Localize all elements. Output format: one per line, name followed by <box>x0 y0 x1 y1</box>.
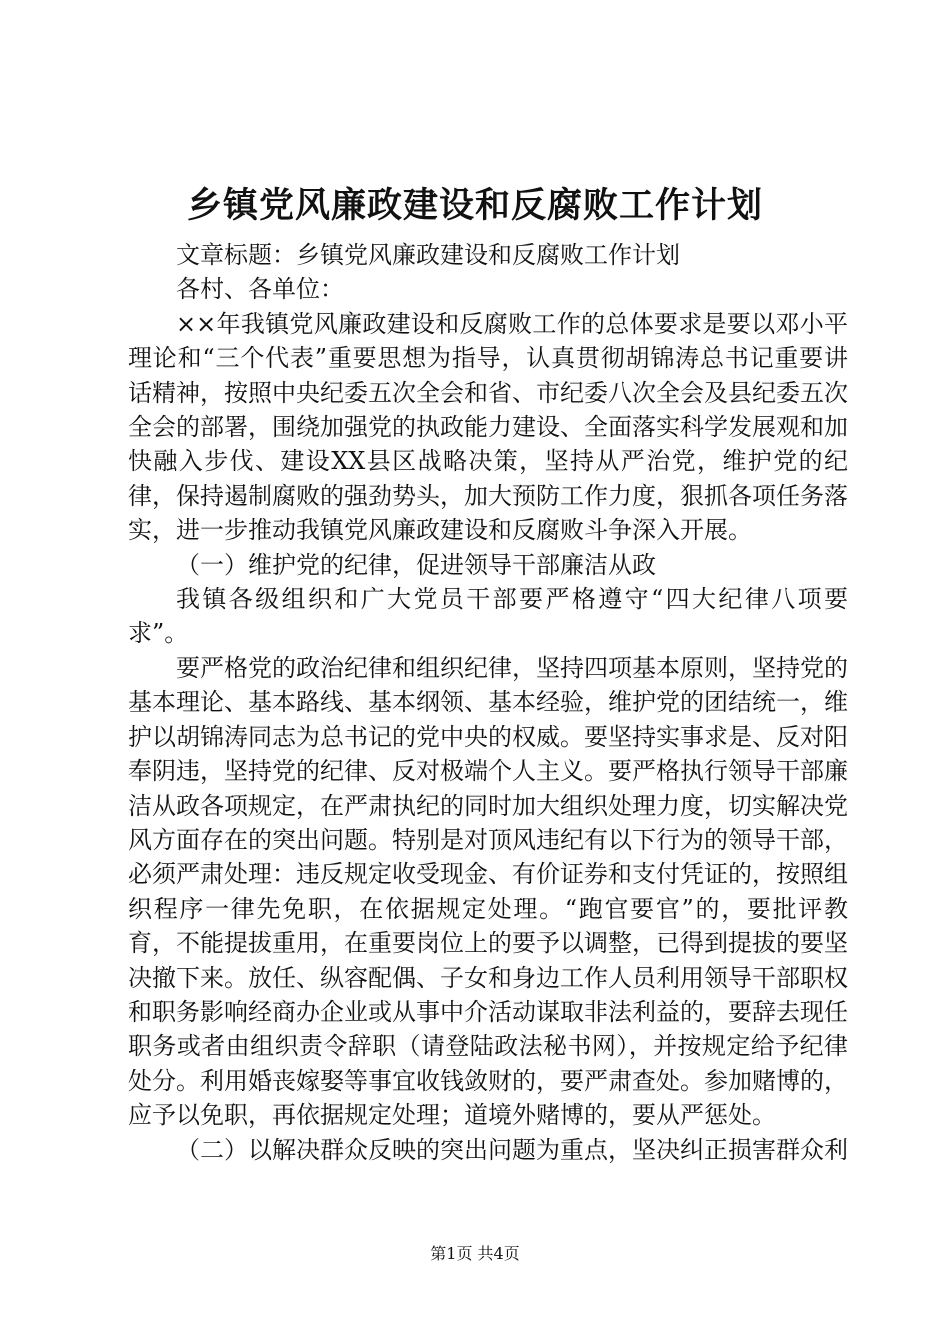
document-title: 乡镇党风廉政建设和反腐败工作计划 <box>186 185 763 226</box>
section-heading-1: （一）维护党的纪律，促进领导干部廉洁从政 <box>176 550 656 579</box>
page-number-footer: 第1页 共4页 <box>430 1244 520 1263</box>
salutation-line: 各村、各单位： <box>176 275 344 304</box>
paragraph-discipline-intro: 我镇各级组织和广大党员干部要严格遵守“四大纪律八项要求”。 <box>128 585 848 648</box>
document-body <box>128 238 848 1167</box>
paragraph-overall-requirements: ××年我镇党风廉政建设和反腐败工作的总体要求是要以邓小平理论和“三个代表”重要思想为指导，认真贯彻胡锦涛总书记重要讲话精神，按照中央纪委五次全会和省、市纪委八次全会及县纪委五次全会的部署，围绕加强党的执政能力建设、全面落实科学发展观和加快融入步伐、建设XX县区战略决策，坚持从严治党，维护党的纪律，保持遏制腐败的强劲势头，加大预防工作力度，狠抓各项任务落实，进一步推动我镇党风廉政建设和反腐败斗争深入开展。 <box>128 309 848 545</box>
section-heading-2: （二）以解决群众反映的突出问题为重点，坚决纠正损害群众利 <box>176 1135 848 1164</box>
paragraph-discipline-details: 要严格党的政治纪律和组织纪律，坚持四项基本原则，坚持党的基本理论、基本路线、基本纲领、基本经验，维护党的团结统一，维护以胡锦涛同志为总书记的党中央的权威。要坚持实事求是、反对阳奉阴违，坚持党的纪律、反对极端个人主义。要严格执行领导干部廉洁从政各项规定，在严肃执纪的同时加大组织处理力度，切实解决党风方面存在的突出问题。特别是对顶风违纪有以下行为的领导干部，必须严肃处理：违反规定收受现金、有价证券和支付凭证的，按照组织程序一律先免职，在依据规定处理。“跑官要官”的，要批评教育，不能提拔重用，在重要岗位上的要予以调整，已得到提拔的要坚决撤下来。放任、纵容配偶、子女和身边工作人员利用领导干部职权和职务影响经商办企业或从事中介活动谋取非法利益的，要辞去现任职务或者由组织责令辞职（请登陆政法秘书网），并按规定给予纪律处分。利用婚丧嫁娶等事宜收钱敛财的，要严肃查处。参加赌博的，应予以免职，再依据规定处理；道境外赌博的，要从严惩处。 <box>128 653 848 1130</box>
article-title-line: 文章标题：乡镇党风廉政建设和反腐败工作计划 <box>176 241 680 269</box>
